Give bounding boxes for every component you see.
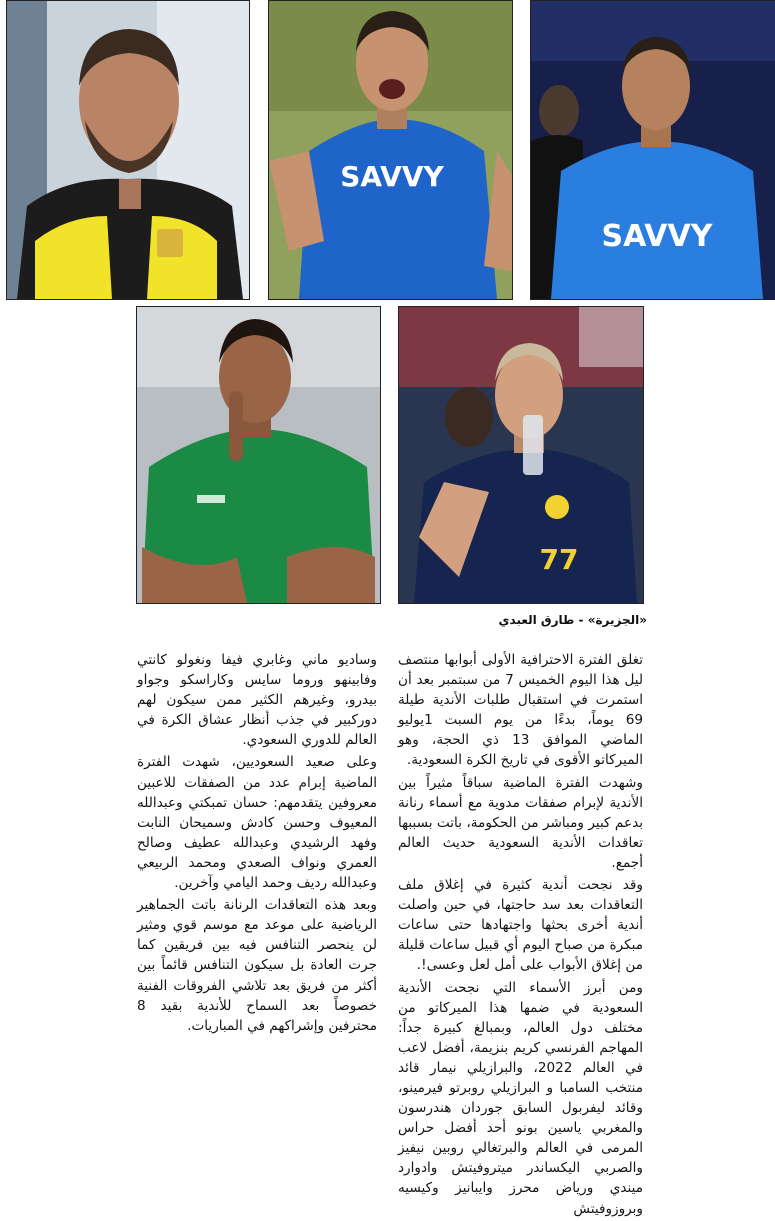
player-4-image [137,307,380,603]
player-5-image [399,307,643,603]
shirt-sponsor-text: SAVVY [601,219,713,254]
article-column-left [137,650,377,1038]
paragraph: وشهدت الفترة الماضية سباقاً مثيراً بين الأندية لإبرام صفقات مدوية مع أسماء رنانة بدعم كبير ومباشر من الحكومة، باتت بسببها تعاقدات الأندية السعودية حديث العالم أجمع. [398,774,643,871]
photo-player-2 [268,0,513,300]
player-2-image [269,1,512,299]
photo-player-1 [6,0,250,300]
paragraph: وعلى صعيد السعوديين، شهدت الفترة الماضية إبرام عدد من الصفقات للاعبين معروفين يتقدمهم: حسان تمبكتي وعبدالله المعيوف وحسن كادش وسميحان النابت وفهد الرشيدي وعبدالله عطيف وصالح العمري ونواف الصعدي ومحمد الربيعي وعبدالله رديف وحمد اليامي وآخرين. [137,754,377,892]
paragraph: وساديو ماني وغابري فيفا ونغولو كانتي وفابينهو وروما سايس وكاراسكو وجواو بيدرو، وغيرهم الكثير ممن سيكون لهم دوركبير في جذب أنظار عشاق الكرة في العالم للدوري السعودي. [137,652,377,749]
paragraph: تغلق الفترة الاحترافية الأولى أبوابها منتصف ليل هذا اليوم الخميس 7 من سبتمبر بعد أن استمرت في استقبال طلبات الأندية طيلة 69 يوماً، بدءًا من يوم السبت 1يوليو الماضي الموافق 13 ذي الحجة، وهو الميركاتو الأقوى في تاريخ الكرة السعودية. [398,652,643,769]
article-column-right [398,650,643,1221]
shirt-number-text: 77 [539,543,579,576]
paragraph: وقد نجحت أندية كثيرة في إغلاق ملف التعاقدات بعد سد حاجتها، في حين واصلت أندية أخرى بحثها واجتهادها حتى ساعات مبكرة من صباح اليوم أي قبيل ساعات قليلة من إغلاق الأبواب على أمل لعل وعسى!. [398,877,643,974]
photo-credit: «الجزيرة» - طارق العبدي [498,613,647,627]
paragraph: وبعد هذه التعاقدات الرنانة باتت الجماهير الرياضية على موعد مع موسم قوي ومثير لن ينحصر التنافس فيه بين فريقين كما جرت العادة بل سيكون التنافس قائماً بين أكثر من فريق بعد تلاشي الفروقات الفنية خصوصاً بعد السماح للأندية بقيد 8 محترفين وإشراكهم في المباريات. [137,897,377,1034]
photo-player-3 [530,0,775,300]
photo-player-5 [398,306,644,604]
paragraph: ومن أبرز الأسماء التي نجحت الأندية السعودية في ضمها هذا الميركاتو من مختلف دول العالم، وبمبالغ كبيرة جداً: المهاجم الفرنسي كريم بنزيمة، أفضل لاعب في العالم 2022، والبرازيلي نيمار قائد منتخب السامبا و البرازيلي روبرتو فيرمينو، وقائد ليفربول السابق جوردان هندرسون والمغربي ياسين بونو أحد أفضل حراس المرمى في العالم والبرتغالي روبين نيفيز والصربي اليكساندر ميتروفيتش وادوارد ميندي ورياض محرز وايبانيز وكيسيه وبروزوفيتش [398,979,643,1217]
player-3-image [531,1,775,299]
shirt-sponsor-text: SAVVY [340,160,444,193]
player-1-image [7,1,249,299]
photo-player-4 [136,306,381,604]
